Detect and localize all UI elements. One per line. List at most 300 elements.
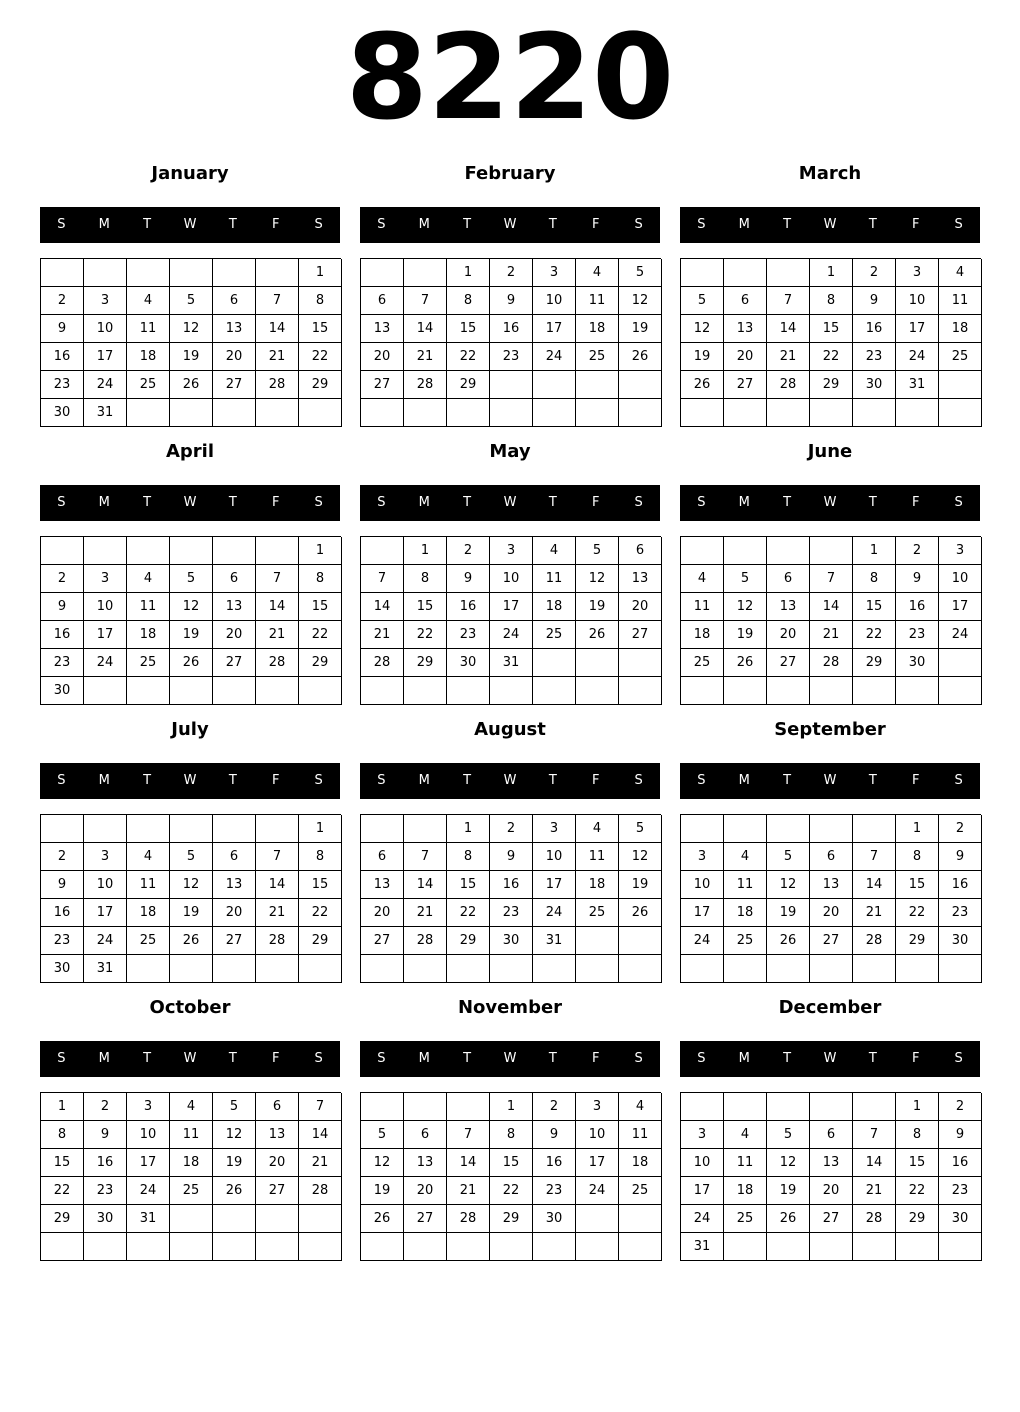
day-cell xyxy=(84,537,127,565)
weekday-label: F xyxy=(591,773,600,788)
month-february xyxy=(360,162,661,432)
weekday-label: T xyxy=(548,495,557,510)
day-cell: 21 xyxy=(767,343,810,371)
day-cell: 2 xyxy=(896,537,939,565)
day-cell: 7 xyxy=(404,287,447,315)
day-cell xyxy=(170,259,213,287)
day-cell xyxy=(213,955,256,983)
day-cell: 14 xyxy=(256,593,299,621)
day-cell: 21 xyxy=(299,1149,342,1177)
day-cell: 1 xyxy=(41,1093,84,1121)
day-cell: 23 xyxy=(490,343,533,371)
weekday-label: W xyxy=(503,773,517,788)
day-grid xyxy=(40,1092,341,1261)
month-name: April xyxy=(165,441,215,462)
day-cell xyxy=(299,1233,342,1261)
day-cell: 9 xyxy=(490,843,533,871)
weekday-label: S xyxy=(697,217,706,232)
day-cell xyxy=(939,399,982,427)
day-cell: 7 xyxy=(810,565,853,593)
day-cell: 26 xyxy=(361,1205,404,1233)
day-cell xyxy=(619,677,662,705)
day-cell: 15 xyxy=(299,593,342,621)
day-cell xyxy=(41,537,84,565)
day-cell xyxy=(213,815,256,843)
day-cell: 14 xyxy=(404,315,447,343)
day-cell: 25 xyxy=(576,899,619,927)
day-cell: 18 xyxy=(681,621,724,649)
day-cell: 19 xyxy=(681,343,724,371)
day-cell xyxy=(619,649,662,677)
day-cell xyxy=(170,1205,213,1233)
day-cell xyxy=(447,955,490,983)
weekday-label: S xyxy=(634,217,643,232)
day-cell: 21 xyxy=(256,899,299,927)
weekday-label: M xyxy=(98,217,110,232)
day-cell xyxy=(576,955,619,983)
day-cell: 10 xyxy=(681,1149,724,1177)
day-cell: 16 xyxy=(84,1149,127,1177)
day-cell xyxy=(256,677,299,705)
day-cell xyxy=(84,677,127,705)
weekday-label: S xyxy=(314,217,323,232)
day-grid xyxy=(680,536,981,705)
day-cell: 21 xyxy=(404,899,447,927)
day-cell: 28 xyxy=(810,649,853,677)
day-cell xyxy=(170,955,213,983)
day-cell: 1 xyxy=(447,259,490,287)
day-cell xyxy=(213,1205,256,1233)
day-cell: 22 xyxy=(299,621,342,649)
day-cell: 19 xyxy=(767,1177,810,1205)
day-cell: 16 xyxy=(41,621,84,649)
month-name: October xyxy=(149,997,231,1018)
day-cell xyxy=(767,677,810,705)
day-cell: 20 xyxy=(810,1177,853,1205)
weekday-label: T xyxy=(463,773,472,788)
day-cell: 5 xyxy=(724,565,767,593)
day-cell xyxy=(681,677,724,705)
day-cell: 17 xyxy=(533,871,576,899)
day-cell: 13 xyxy=(404,1149,447,1177)
day-cell: 14 xyxy=(256,871,299,899)
day-cell: 1 xyxy=(896,1093,939,1121)
day-cell: 2 xyxy=(41,843,84,871)
weekday-label: T xyxy=(783,495,792,510)
day-cell: 1 xyxy=(299,537,342,565)
day-cell: 11 xyxy=(681,593,724,621)
day-cell xyxy=(127,399,170,427)
day-cell: 23 xyxy=(447,621,490,649)
day-cell xyxy=(681,955,724,983)
day-cell: 31 xyxy=(533,927,576,955)
day-cell: 27 xyxy=(256,1177,299,1205)
weekday-label: F xyxy=(271,1051,280,1066)
day-cell: 3 xyxy=(681,1121,724,1149)
month-name: June xyxy=(807,441,853,462)
day-cell: 9 xyxy=(490,287,533,315)
day-cell: 20 xyxy=(213,899,256,927)
day-cell xyxy=(853,1233,896,1261)
day-cell xyxy=(724,1093,767,1121)
day-cell: 12 xyxy=(681,315,724,343)
day-cell: 26 xyxy=(213,1177,256,1205)
day-cell: 22 xyxy=(447,899,490,927)
day-cell: 13 xyxy=(361,315,404,343)
day-cell xyxy=(724,537,767,565)
day-cell: 17 xyxy=(490,593,533,621)
day-cell: 2 xyxy=(84,1093,127,1121)
day-cell: 28 xyxy=(853,927,896,955)
day-cell xyxy=(404,399,447,427)
day-cell: 7 xyxy=(256,843,299,871)
day-cell: 30 xyxy=(490,927,533,955)
day-cell: 24 xyxy=(533,343,576,371)
weekday-label: F xyxy=(911,495,920,510)
day-cell: 19 xyxy=(576,593,619,621)
weekday-label: W xyxy=(503,495,517,510)
day-cell: 25 xyxy=(724,927,767,955)
day-cell xyxy=(404,677,447,705)
day-cell: 21 xyxy=(256,621,299,649)
weekday-label: T xyxy=(143,773,152,788)
day-cell: 30 xyxy=(939,1205,982,1233)
day-cell xyxy=(576,371,619,399)
day-cell xyxy=(84,815,127,843)
day-cell: 20 xyxy=(404,1177,447,1205)
day-cell: 28 xyxy=(256,371,299,399)
weekday-label: T xyxy=(228,1051,237,1066)
day-cell: 14 xyxy=(361,593,404,621)
day-cell: 30 xyxy=(84,1205,127,1233)
day-cell xyxy=(404,1093,447,1121)
day-cell: 4 xyxy=(724,843,767,871)
day-cell: 6 xyxy=(767,565,810,593)
day-cell xyxy=(619,927,662,955)
day-cell xyxy=(256,955,299,983)
day-cell: 25 xyxy=(127,927,170,955)
weekday-label: W xyxy=(823,495,837,510)
day-cell xyxy=(490,955,533,983)
day-cell: 28 xyxy=(447,1205,490,1233)
day-cell: 5 xyxy=(619,259,662,287)
day-cell: 16 xyxy=(447,593,490,621)
day-cell: 12 xyxy=(724,593,767,621)
weekday-header xyxy=(360,485,660,521)
day-cell: 19 xyxy=(170,899,213,927)
day-cell xyxy=(361,537,404,565)
day-cell: 15 xyxy=(299,871,342,899)
day-cell: 28 xyxy=(404,927,447,955)
weekday-label: T xyxy=(228,217,237,232)
day-cell: 10 xyxy=(84,593,127,621)
day-cell: 10 xyxy=(896,287,939,315)
weekday-label: M xyxy=(738,1051,750,1066)
day-cell: 23 xyxy=(41,649,84,677)
day-cell: 8 xyxy=(447,287,490,315)
day-cell: 24 xyxy=(681,927,724,955)
day-cell: 9 xyxy=(84,1121,127,1149)
day-cell xyxy=(299,955,342,983)
day-cell: 9 xyxy=(939,1121,982,1149)
day-cell: 20 xyxy=(619,593,662,621)
weekday-label: T xyxy=(463,495,472,510)
day-cell xyxy=(853,399,896,427)
day-cell xyxy=(213,1233,256,1261)
day-cell: 11 xyxy=(533,565,576,593)
day-cell xyxy=(533,649,576,677)
day-cell: 10 xyxy=(576,1121,619,1149)
day-cell xyxy=(127,1233,170,1261)
day-cell: 5 xyxy=(213,1093,256,1121)
day-cell: 9 xyxy=(41,593,84,621)
day-cell: 11 xyxy=(127,315,170,343)
day-cell xyxy=(681,1093,724,1121)
month-name: February xyxy=(464,163,556,184)
weekday-label: F xyxy=(591,495,600,510)
day-cell: 30 xyxy=(853,371,896,399)
day-cell: 15 xyxy=(896,1149,939,1177)
day-cell xyxy=(533,1233,576,1261)
weekday-header xyxy=(680,1041,980,1077)
month-april xyxy=(40,440,341,710)
weekday-label: S xyxy=(697,495,706,510)
day-cell xyxy=(256,815,299,843)
weekday-label: S xyxy=(314,773,323,788)
day-cell: 17 xyxy=(681,1177,724,1205)
day-cell: 19 xyxy=(170,621,213,649)
month-november xyxy=(360,996,661,1266)
day-cell: 7 xyxy=(447,1121,490,1149)
day-cell xyxy=(767,259,810,287)
day-cell: 24 xyxy=(84,371,127,399)
day-cell: 4 xyxy=(681,565,724,593)
day-cell: 31 xyxy=(84,399,127,427)
weekday-label: W xyxy=(183,217,197,232)
day-cell: 10 xyxy=(533,287,576,315)
day-cell xyxy=(84,1233,127,1261)
day-cell: 26 xyxy=(576,621,619,649)
month-name: August xyxy=(474,719,546,740)
weekday-label: S xyxy=(954,495,963,510)
day-cell: 3 xyxy=(84,287,127,315)
day-cell: 23 xyxy=(853,343,896,371)
day-cell: 21 xyxy=(447,1177,490,1205)
day-cell: 21 xyxy=(361,621,404,649)
day-cell: 20 xyxy=(724,343,767,371)
day-cell xyxy=(810,399,853,427)
day-cell: 15 xyxy=(810,315,853,343)
day-cell: 17 xyxy=(84,343,127,371)
weekday-label: M xyxy=(418,495,430,510)
day-grid xyxy=(360,258,661,427)
day-cell xyxy=(447,1093,490,1121)
day-cell: 26 xyxy=(619,343,662,371)
day-cell: 6 xyxy=(213,565,256,593)
weekday-label: T xyxy=(868,495,877,510)
day-cell xyxy=(810,1093,853,1121)
day-cell: 2 xyxy=(939,1093,982,1121)
day-cell: 22 xyxy=(896,899,939,927)
day-cell: 31 xyxy=(127,1205,170,1233)
day-cell: 21 xyxy=(810,621,853,649)
day-cell: 10 xyxy=(84,871,127,899)
day-cell: 28 xyxy=(256,649,299,677)
weekday-label: S xyxy=(314,1051,323,1066)
day-cell: 24 xyxy=(84,649,127,677)
day-cell xyxy=(127,955,170,983)
day-cell: 4 xyxy=(127,565,170,593)
day-cell: 7 xyxy=(853,843,896,871)
day-cell: 12 xyxy=(170,315,213,343)
day-cell: 10 xyxy=(84,315,127,343)
day-cell: 29 xyxy=(447,927,490,955)
day-cell: 18 xyxy=(724,899,767,927)
day-cell: 28 xyxy=(299,1177,342,1205)
day-cell: 29 xyxy=(299,649,342,677)
day-cell: 22 xyxy=(299,343,342,371)
day-cell: 18 xyxy=(127,343,170,371)
day-cell: 20 xyxy=(810,899,853,927)
day-cell: 14 xyxy=(853,1149,896,1177)
day-cell: 7 xyxy=(256,565,299,593)
day-cell: 8 xyxy=(299,843,342,871)
day-cell: 6 xyxy=(256,1093,299,1121)
day-cell: 5 xyxy=(361,1121,404,1149)
day-cell: 19 xyxy=(767,899,810,927)
day-cell: 1 xyxy=(810,259,853,287)
day-cell xyxy=(299,677,342,705)
day-grid xyxy=(40,536,341,705)
day-cell: 3 xyxy=(939,537,982,565)
day-cell: 26 xyxy=(681,371,724,399)
weekday-label: T xyxy=(783,773,792,788)
day-cell: 25 xyxy=(576,343,619,371)
day-cell: 29 xyxy=(810,371,853,399)
weekday-header xyxy=(680,763,980,799)
weekday-header xyxy=(40,1041,340,1077)
day-cell: 1 xyxy=(299,259,342,287)
day-cell xyxy=(724,677,767,705)
day-cell: 11 xyxy=(127,871,170,899)
month-name: January xyxy=(151,163,229,184)
day-cell: 11 xyxy=(619,1121,662,1149)
day-cell: 17 xyxy=(896,315,939,343)
day-cell: 10 xyxy=(939,565,982,593)
weekday-label: T xyxy=(548,773,557,788)
day-cell xyxy=(724,955,767,983)
weekday-label: M xyxy=(418,773,430,788)
day-grid xyxy=(40,258,341,427)
day-cell: 13 xyxy=(213,315,256,343)
day-cell: 4 xyxy=(576,815,619,843)
day-cell: 13 xyxy=(256,1121,299,1149)
day-cell: 29 xyxy=(896,1205,939,1233)
day-cell: 18 xyxy=(127,621,170,649)
weekday-label: S xyxy=(377,1051,386,1066)
day-cell xyxy=(404,259,447,287)
day-cell xyxy=(170,815,213,843)
day-cell: 19 xyxy=(619,871,662,899)
day-cell: 8 xyxy=(41,1121,84,1149)
weekday-label: S xyxy=(377,773,386,788)
day-cell: 29 xyxy=(41,1205,84,1233)
weekday-label: S xyxy=(57,217,66,232)
day-cell xyxy=(767,1233,810,1261)
day-cell: 3 xyxy=(576,1093,619,1121)
day-cell: 22 xyxy=(299,899,342,927)
day-cell: 22 xyxy=(810,343,853,371)
day-cell: 29 xyxy=(447,371,490,399)
day-cell xyxy=(896,399,939,427)
day-cell: 12 xyxy=(576,565,619,593)
day-cell: 6 xyxy=(213,843,256,871)
day-cell: 29 xyxy=(853,649,896,677)
weekday-label: T xyxy=(143,495,152,510)
day-cell: 25 xyxy=(533,621,576,649)
day-cell: 17 xyxy=(84,621,127,649)
day-cell: 4 xyxy=(939,259,982,287)
day-cell: 27 xyxy=(767,649,810,677)
weekday-label: S xyxy=(377,495,386,510)
month-january xyxy=(40,162,341,432)
day-cell: 28 xyxy=(767,371,810,399)
day-cell: 29 xyxy=(404,649,447,677)
day-cell: 20 xyxy=(256,1149,299,1177)
day-cell: 5 xyxy=(170,843,213,871)
day-cell: 14 xyxy=(299,1121,342,1149)
day-cell xyxy=(767,955,810,983)
day-cell: 19 xyxy=(361,1177,404,1205)
day-cell: 22 xyxy=(41,1177,84,1205)
day-cell xyxy=(127,537,170,565)
weekday-label: S xyxy=(954,217,963,232)
day-cell: 22 xyxy=(853,621,896,649)
day-cell: 9 xyxy=(939,843,982,871)
day-cell: 1 xyxy=(853,537,896,565)
day-cell xyxy=(256,537,299,565)
day-cell: 11 xyxy=(576,843,619,871)
day-cell: 7 xyxy=(853,1121,896,1149)
weekday-label: W xyxy=(503,217,517,232)
day-cell: 27 xyxy=(404,1205,447,1233)
weekday-label: S xyxy=(57,773,66,788)
day-cell: 6 xyxy=(361,287,404,315)
day-cell: 27 xyxy=(810,927,853,955)
day-cell: 8 xyxy=(896,1121,939,1149)
day-cell xyxy=(681,815,724,843)
weekday-label: W xyxy=(823,773,837,788)
day-cell: 10 xyxy=(490,565,533,593)
day-cell: 15 xyxy=(447,871,490,899)
day-cell: 28 xyxy=(404,371,447,399)
day-cell: 17 xyxy=(681,899,724,927)
day-cell: 12 xyxy=(619,843,662,871)
day-cell: 24 xyxy=(84,927,127,955)
day-cell: 23 xyxy=(939,1177,982,1205)
day-cell: 22 xyxy=(490,1177,533,1205)
day-cell: 4 xyxy=(724,1121,767,1149)
day-cell: 11 xyxy=(724,871,767,899)
day-cell: 2 xyxy=(447,537,490,565)
day-cell: 15 xyxy=(490,1149,533,1177)
day-cell xyxy=(853,677,896,705)
year-title: 8220 xyxy=(345,8,675,146)
day-cell: 4 xyxy=(576,259,619,287)
day-cell: 19 xyxy=(619,315,662,343)
day-cell: 13 xyxy=(213,871,256,899)
weekday-header xyxy=(40,485,340,521)
